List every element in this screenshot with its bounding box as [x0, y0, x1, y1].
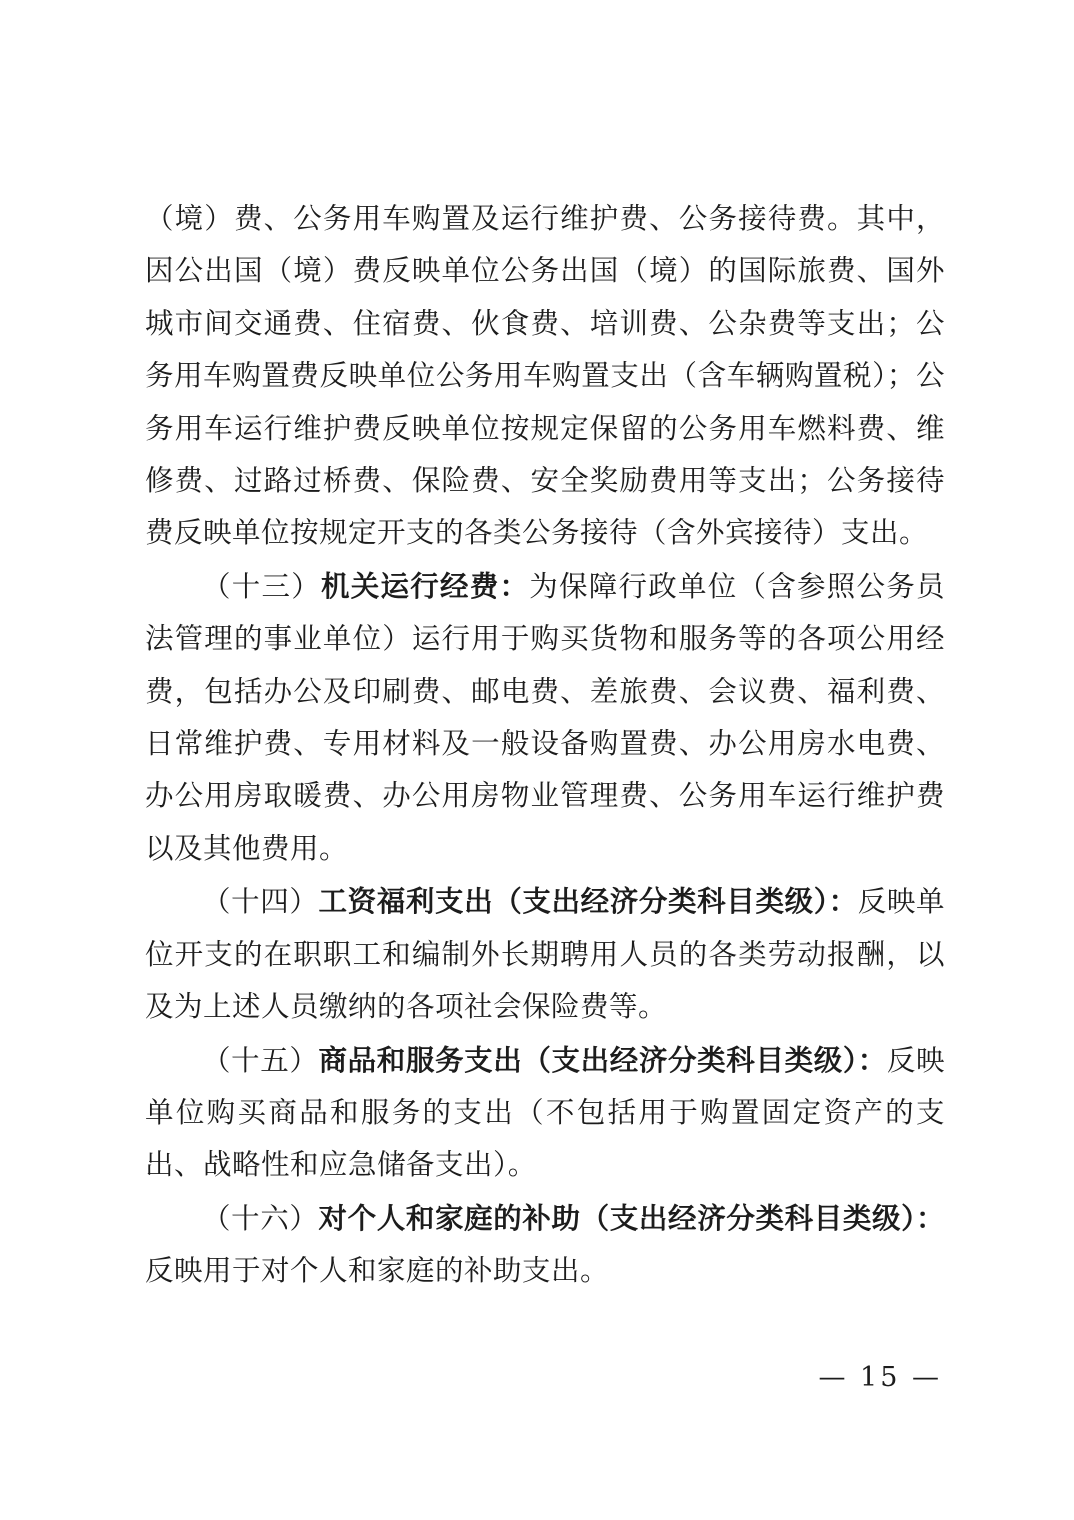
paragraph-heading: 机关运行经费：: [321, 568, 530, 603]
paragraph: [145, 1192, 945, 1298]
paragraph: [145, 560, 945, 875]
paragraph: [145, 1034, 945, 1192]
paragraph-text: 为保障行政单位（含参照公务员法管理的事业单位）运行用于购买货物和服务等的各项公用经费，包括办公及印刷费、邮电费、差旅费、会议费、福利费、日常维护费、专用材料及一般设备购置费、办公用房水电费、办公用房取暖费、办公用房物业管理费、公务用车运行维护费以及其他费用。: [145, 569, 945, 865]
paragraph: [145, 193, 945, 560]
paragraph-text: （十五）: [202, 1043, 319, 1077]
paragraph-text: （十四）: [202, 885, 319, 919]
paragraph-text: （十六）: [202, 1201, 319, 1235]
paragraph-text: 反映单位购买商品和服务的支出（不包括用于购置固定资产的支出、战略性和应急储备支出）。: [145, 1043, 945, 1182]
paragraph-text: 反映单位开支的在职职工和编制外长期聘用人员的各类劳动报酬，以及为上述人员缴纳的各项社会保险费等。: [145, 885, 945, 1024]
page-number: — 15 —: [818, 1362, 942, 1393]
paragraph-heading: 商品和服务支出（支出经济分类科目类级）：: [318, 1042, 887, 1077]
paragraph-text: （十三）: [202, 569, 321, 603]
paragraph-text: （境）费、公务用车购置及运行维护费、公务接待费。其中，因公出国（境）费反映单位公务出国（境）的国际旅费、国外城市间交通费、住宿费、伙食费、培训费、公杂费等支出；公务用车购置费反映单位公务用车购置支出（含车辆购置税）；公务用车运行维护费反映单位按规定保留的公务用车燃料费、维修费、过路过桥费、保险费、安全奖励费用等支出；公务接待费反映单位按规定开支的各类公务接待（含外宾接待）支出。: [145, 202, 945, 550]
paragraph-text: 反映用于对个人和家庭的补助支出。: [145, 1254, 610, 1288]
paragraph: [145, 875, 945, 1033]
document-body: [145, 193, 945, 1298]
paragraph-heading: 工资福利支出（支出经济分类科目类级）：: [318, 884, 858, 919]
paragraph-heading: 对个人和家庭的补助（支出经济分类科目类级）：: [318, 1200, 945, 1235]
